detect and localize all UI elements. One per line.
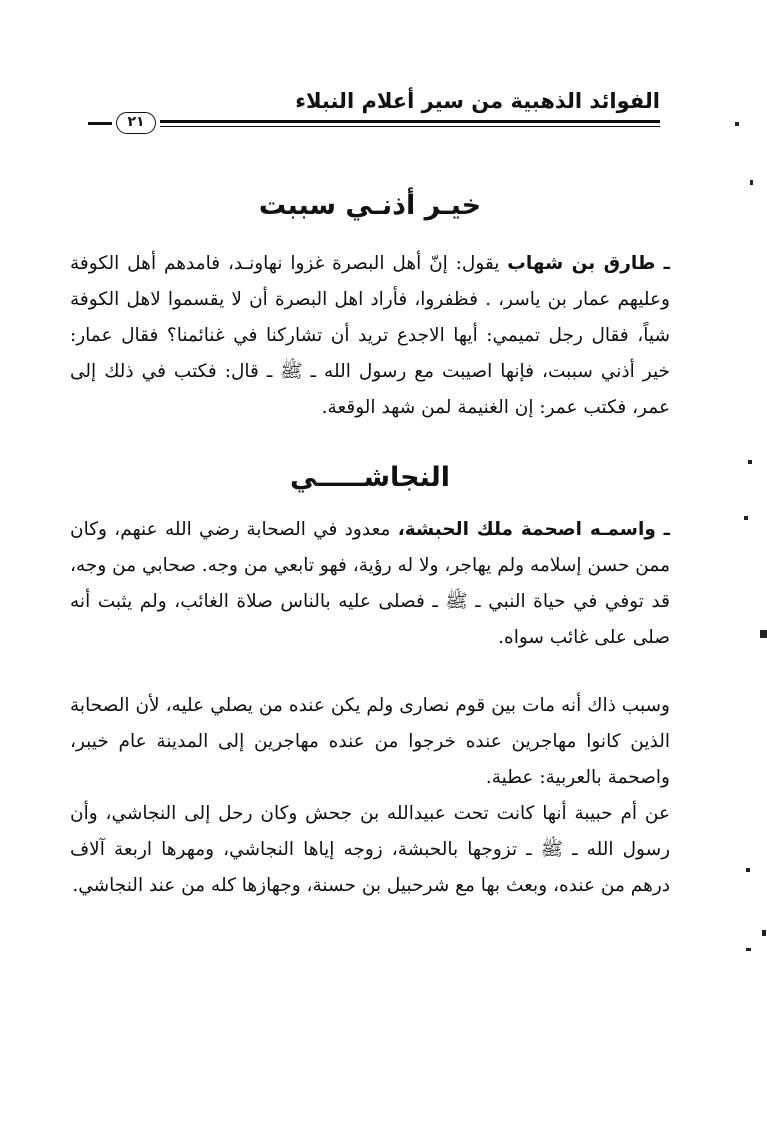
scan-mark (746, 948, 751, 951)
page-number: ٢١ (116, 112, 156, 134)
paragraph-text: يقول: إنّ أهل البصرة غزوا نهاونـد، فامدهم أهل الكوفة وعليهم عمار بن ياسر، . فظفروا، فأراد اهل البصرة أن لا يقسموا لاهل الكوفة شياً، فقال رجل تميمي: أيها الاجدع تريد أن تشاركنا في غنائمنا؟ فقال عمار: خير أذني سببت، فإنها اصيبت مع رسول الله ـ ﷺ ـ قال: فكتب في ذلك إلى عمر، فكتب عمر: إن الغنيمة لمن شهد الوقعة. (70, 253, 670, 418)
section-title-2: النجاشـــــي (289, 462, 451, 493)
paragraph-1 (70, 246, 670, 426)
paragraph-4 (70, 796, 670, 904)
running-title: الفوائد الذهبية من سير أعلام النبلاء (295, 89, 660, 113)
paragraph-lead: ـ واسمـه اصحمة ملك الحبشة، (397, 519, 670, 540)
scan-mark (760, 630, 767, 638)
paragraph-text: وسبب ذاك أنه مات بين قوم نصارى ولم يكن عنده من يصلي عليه، لأن الصحابة الذين كانوا مهاجرين عنده خرجوا من عنده مهاجرين إلى المدينة عام خيبر، واصحمة بالعربية: عطية. (70, 695, 670, 788)
scan-mark (750, 180, 753, 185)
scan-mark (762, 930, 766, 936)
paragraph-2 (70, 512, 670, 656)
header-rule-thick (160, 120, 660, 123)
page-header (88, 86, 660, 146)
paragraph-text: عن أم حبيبة أنها كانت تحت عبيدالله بن جحش وكان رحل إلى النجاشي، وأن رسول الله ـ ﷺ ـ تزوجها بالحبشة، زوجه إياها النجاشي، ومهرها اربعة آلاف درهم من عنده، وبعث بها مع شرحبيل بن حسنة، وجهازها كله من عند النجاشي. (70, 803, 670, 896)
paragraph-lead: ـ طارق بن شهاب (507, 253, 670, 274)
header-rule-stub (88, 122, 112, 125)
scan-mark (748, 460, 752, 464)
section-title-1: خيـر أذنـي سببت (258, 190, 482, 221)
scan-mark (735, 122, 739, 126)
paragraph-3 (70, 688, 670, 796)
scan-mark (744, 516, 748, 520)
scan-mark (746, 868, 750, 872)
header-rule-thin (160, 126, 660, 127)
paragraph-text: معدود في الصحابة رضي الله عنهم، وكان ممن حسن إسلامه ولم يهاجر، ولا له رؤية، فهو تابعي من وجه. صحابي من وجه، قد توفي في حياة النبي ـ ﷺ ـ فصلى عليه بالناس صلاة الغائب، ولم يثبت أنه صلى على غائب سواه. (70, 519, 670, 648)
